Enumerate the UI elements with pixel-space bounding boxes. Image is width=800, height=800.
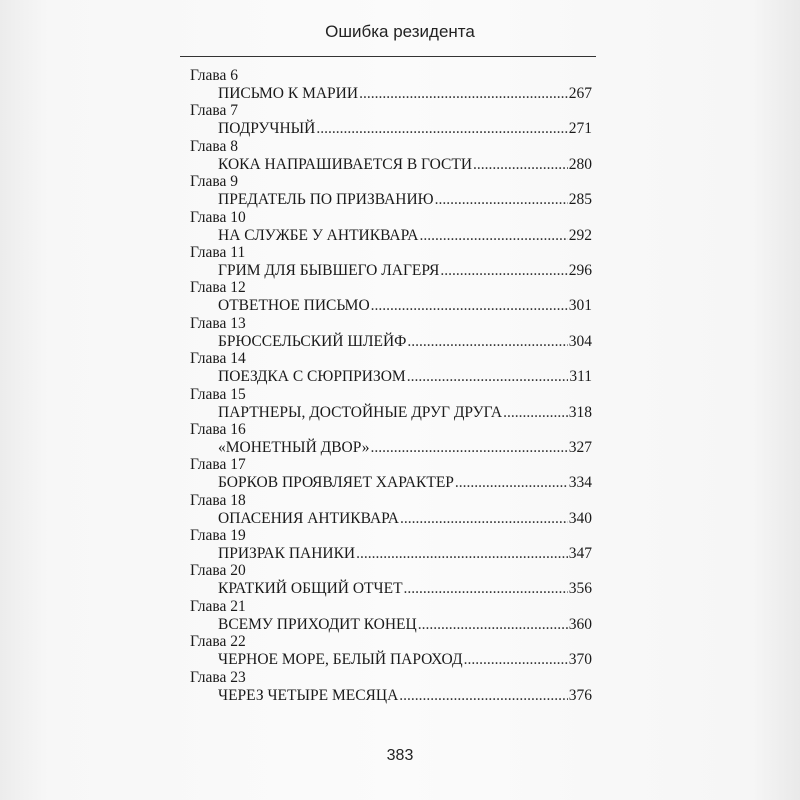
chapter-label: Глава 15 (190, 385, 246, 403)
chapter-label: Глава 11 (190, 243, 246, 261)
chapter-title: ПОДРУЧНЫЙ (218, 120, 316, 138)
chapter-line (218, 687, 592, 705)
chapter-title: ОПАСЕНИЯ АНТИКВАРА (218, 509, 399, 527)
chapter-page-number: 267 (568, 85, 592, 102)
chapter-page-number: 340 (568, 509, 592, 527)
toc-entry (190, 598, 592, 633)
dot-leader (464, 651, 568, 669)
toc-entry (190, 279, 592, 314)
dot-leader (503, 404, 568, 422)
dot-leader (418, 616, 568, 634)
chapter-label: Глава 22 (190, 633, 246, 651)
chapter-title: ПИСЬМО К МАРИИ (218, 85, 359, 102)
dot-leader (407, 368, 569, 386)
chapter-title: ПРЕДАТЕЛЬ ПО ПРИЗВАНИЮ (218, 191, 434, 209)
dot-leader (371, 439, 568, 457)
chapter-title: БРЮССЕЛЬСКИЙ ШЛЕЙФ (218, 332, 407, 350)
dot-leader (455, 474, 568, 492)
chapter-title: ПАРТНЕРЫ, ДОСТОЙНЫЕ ДРУГ ДРУГА (218, 403, 503, 421)
chapter-line (218, 651, 592, 669)
toc-entry (190, 492, 592, 527)
toc-entry (190, 138, 592, 173)
chapter-title: «МОНЕТНЫЙ ДВОР» (218, 438, 370, 456)
chapter-line (218, 616, 592, 634)
chapter-label: Глава 10 (190, 208, 246, 226)
chapter-line (218, 404, 592, 422)
toc-entry (190, 209, 592, 244)
chapter-title: ОТВЕТНОЕ ПИСЬМО (218, 297, 370, 315)
dot-leader (419, 227, 567, 245)
toc-entry (190, 315, 592, 350)
chapter-line (218, 545, 592, 563)
page-number: 383 (386, 747, 414, 764)
chapter-page-number: 347 (568, 545, 592, 563)
toc-entry (190, 527, 592, 562)
chapter-title: ПРИЗРАК ПАНИКИ (218, 545, 356, 563)
chapter-label: Глава 13 (190, 314, 246, 332)
chapter-page-number: 271 (568, 120, 592, 138)
chapter-page-number: 292 (568, 226, 592, 244)
chapter-line (218, 227, 592, 245)
chapter-label: Глава 12 (190, 279, 246, 297)
toc-entry (190, 456, 592, 491)
dot-leader (473, 156, 568, 174)
dot-leader (316, 120, 567, 138)
toc-entry (190, 350, 592, 385)
chapter-page-number: 370 (568, 651, 592, 669)
dot-leader (404, 580, 568, 598)
header-rule (180, 56, 596, 57)
chapter-title: ГРИМ ДЛЯ БЫВШЕГО ЛАГЕРЯ (218, 261, 440, 279)
dot-leader (356, 545, 568, 563)
chapter-label: Глава 19 (190, 527, 246, 545)
toc-entry (190, 244, 592, 279)
chapter-line (218, 580, 592, 598)
chapter-page-number: 376 (568, 686, 592, 704)
chapter-line (218, 120, 592, 138)
chapter-title: ЧЕРНОЕ МОРЕ, БЕЛЫЙ ПАРОХОД (218, 651, 463, 669)
toc-entry (190, 421, 592, 456)
toc-entry (190, 633, 592, 668)
dot-leader (407, 333, 567, 351)
dot-leader (399, 687, 567, 705)
chapter-page-number: 285 (568, 191, 592, 209)
chapter-line (218, 439, 592, 457)
chapter-line (218, 474, 592, 492)
chapter-line (218, 297, 592, 315)
chapter-line (218, 85, 592, 103)
chapter-label: Глава 14 (190, 350, 246, 368)
toc-entry (190, 67, 592, 102)
toc-entry (190, 173, 592, 208)
chapter-label: Глава 6 (190, 67, 239, 84)
dot-leader (400, 510, 568, 528)
chapter-line (218, 262, 592, 280)
chapter-page-number: 304 (568, 332, 592, 350)
chapter-page-number: 311 (569, 368, 592, 386)
chapter-label: Глава 21 (190, 597, 246, 615)
chapter-page-number: 327 (568, 438, 592, 456)
chapter-page-number: 360 (568, 615, 592, 633)
running-title: Ошибка резидента (325, 22, 475, 41)
chapter-title: КОКА НАПРАШИВАЕТСЯ В ГОСТИ (218, 155, 473, 173)
dot-leader (371, 297, 568, 315)
chapter-title: КРАТКИЙ ОБЩИЙ ОТЧЕТ (218, 580, 403, 598)
chapter-page-number: 296 (568, 261, 592, 279)
chapter-label: Глава 8 (190, 137, 239, 155)
chapter-label: Глава 16 (190, 420, 246, 438)
chapter-label: Глава 20 (190, 562, 246, 580)
toc-entry (190, 562, 592, 597)
chapter-title: БОРКОВ ПРОЯВЛЯЕТ ХАРАКТЕР (218, 474, 454, 492)
dot-leader (440, 262, 567, 280)
chapter-title: НА СЛУЖБЕ У АНТИКВАРА (218, 226, 419, 244)
chapter-label: Глава 9 (190, 173, 239, 191)
chapter-title: ПОЕЗДКА С СЮРПРИЗОМ (218, 368, 406, 386)
chapter-page-number: 280 (568, 155, 592, 173)
chapter-label: Глава 17 (190, 456, 246, 474)
chapter-label: Глава 18 (190, 491, 246, 509)
chapter-page-number: 301 (568, 297, 592, 315)
chapter-title: ВСЕМУ ПРИХОДИТ КОНЕЦ (218, 615, 417, 633)
chapter-line (218, 368, 592, 386)
chapter-label: Глава 23 (190, 668, 246, 686)
dot-leader (435, 191, 568, 209)
chapter-page-number: 356 (568, 580, 592, 598)
chapter-label: Глава 7 (190, 102, 239, 120)
toc-entry (190, 386, 592, 421)
table-of-contents (190, 67, 592, 704)
chapter-page-number: 334 (568, 474, 592, 492)
chapter-line (218, 156, 592, 174)
toc-entry (190, 102, 592, 137)
dot-leader (359, 85, 568, 103)
chapter-line (218, 191, 592, 209)
chapter-title: ЧЕРЕЗ ЧЕТЫРЕ МЕСЯЦА (218, 686, 399, 704)
chapter-page-number: 318 (568, 403, 592, 421)
chapter-line (218, 510, 592, 528)
chapter-line (218, 333, 592, 351)
toc-entry (190, 669, 592, 704)
